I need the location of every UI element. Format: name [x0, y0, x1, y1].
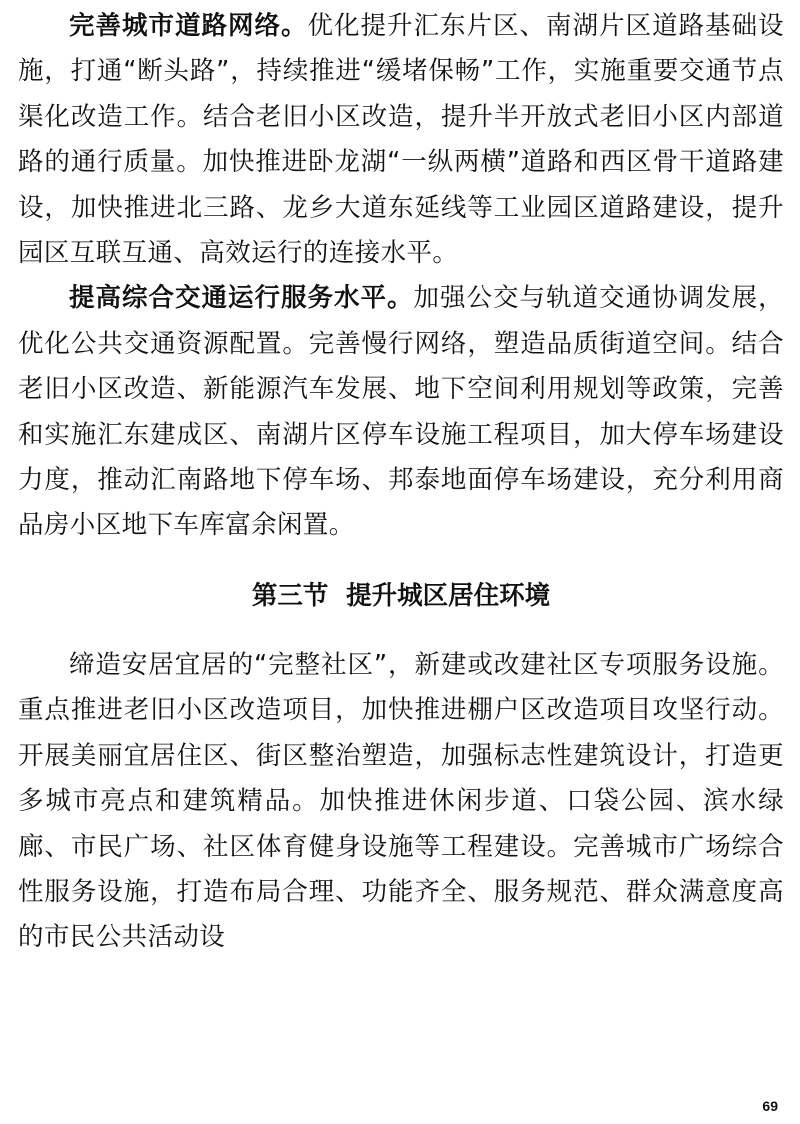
paragraph-body: 加强公交与轨道交通协调发展，优化公共交通资源配置。完善慢行网络，塑造品质街道空间。结合老旧小区改造、新能源汽车发展、地下空间利用规划等政策，完善和实施汇东建成区、南湖片区停车设施工程项目，加大停车场建设力度，推动汇南路地下停车场、邦泰地面停车场建设，充分利用商品房小区地下车库富余闲置。: [18, 283, 784, 541]
paragraph-transport-service: [18, 276, 784, 548]
section-heading: 第三节 提升城区居住环境: [251, 580, 551, 611]
paragraph-road-network: [18, 4, 784, 276]
paragraph-living-environment: 缔造安居宜居的“完整社区”，新建或改建社区专项服务设施。重点推进老旧小区改造项目，加快推进棚户区改造项目攻坚行动。开展美丽宜居住区、街区整治塑造，加强标志性建筑设计，打造更多城市亮点和建筑精品。加快推进休闲步道、口袋公园、滨水绿廊、市民广场、社区体育健身设施等工程建设。完善城市广场综合性服务设施，打造布局合理、功能齐全、服务规范、群众满意度高的市民公共活动设: [18, 649, 784, 953]
paragraph-lead: 完善城市道路网络。: [69, 11, 308, 41]
page-content: [18, 4, 784, 961]
paragraph-body: 优化提升汇东片区、南湖片区道路基础设施，打通“断头路”，持续推进“缓堵保畅”工作，实施重要交通节点渠化改造工作。结合老旧小区改造，提升半开放式老旧小区内部道路的通行质量。加快推进卧龙湖“一纵两横”道路和西区骨干道路建设，加快推进北三路、龙乡大道东延线等工业园区道路建设，提升园区互联互通、高效运行的连接水平。: [18, 11, 784, 269]
paragraph-lead: 提高综合交通运行服务水平。: [69, 283, 414, 314]
page-number: 69: [762, 1098, 778, 1114]
